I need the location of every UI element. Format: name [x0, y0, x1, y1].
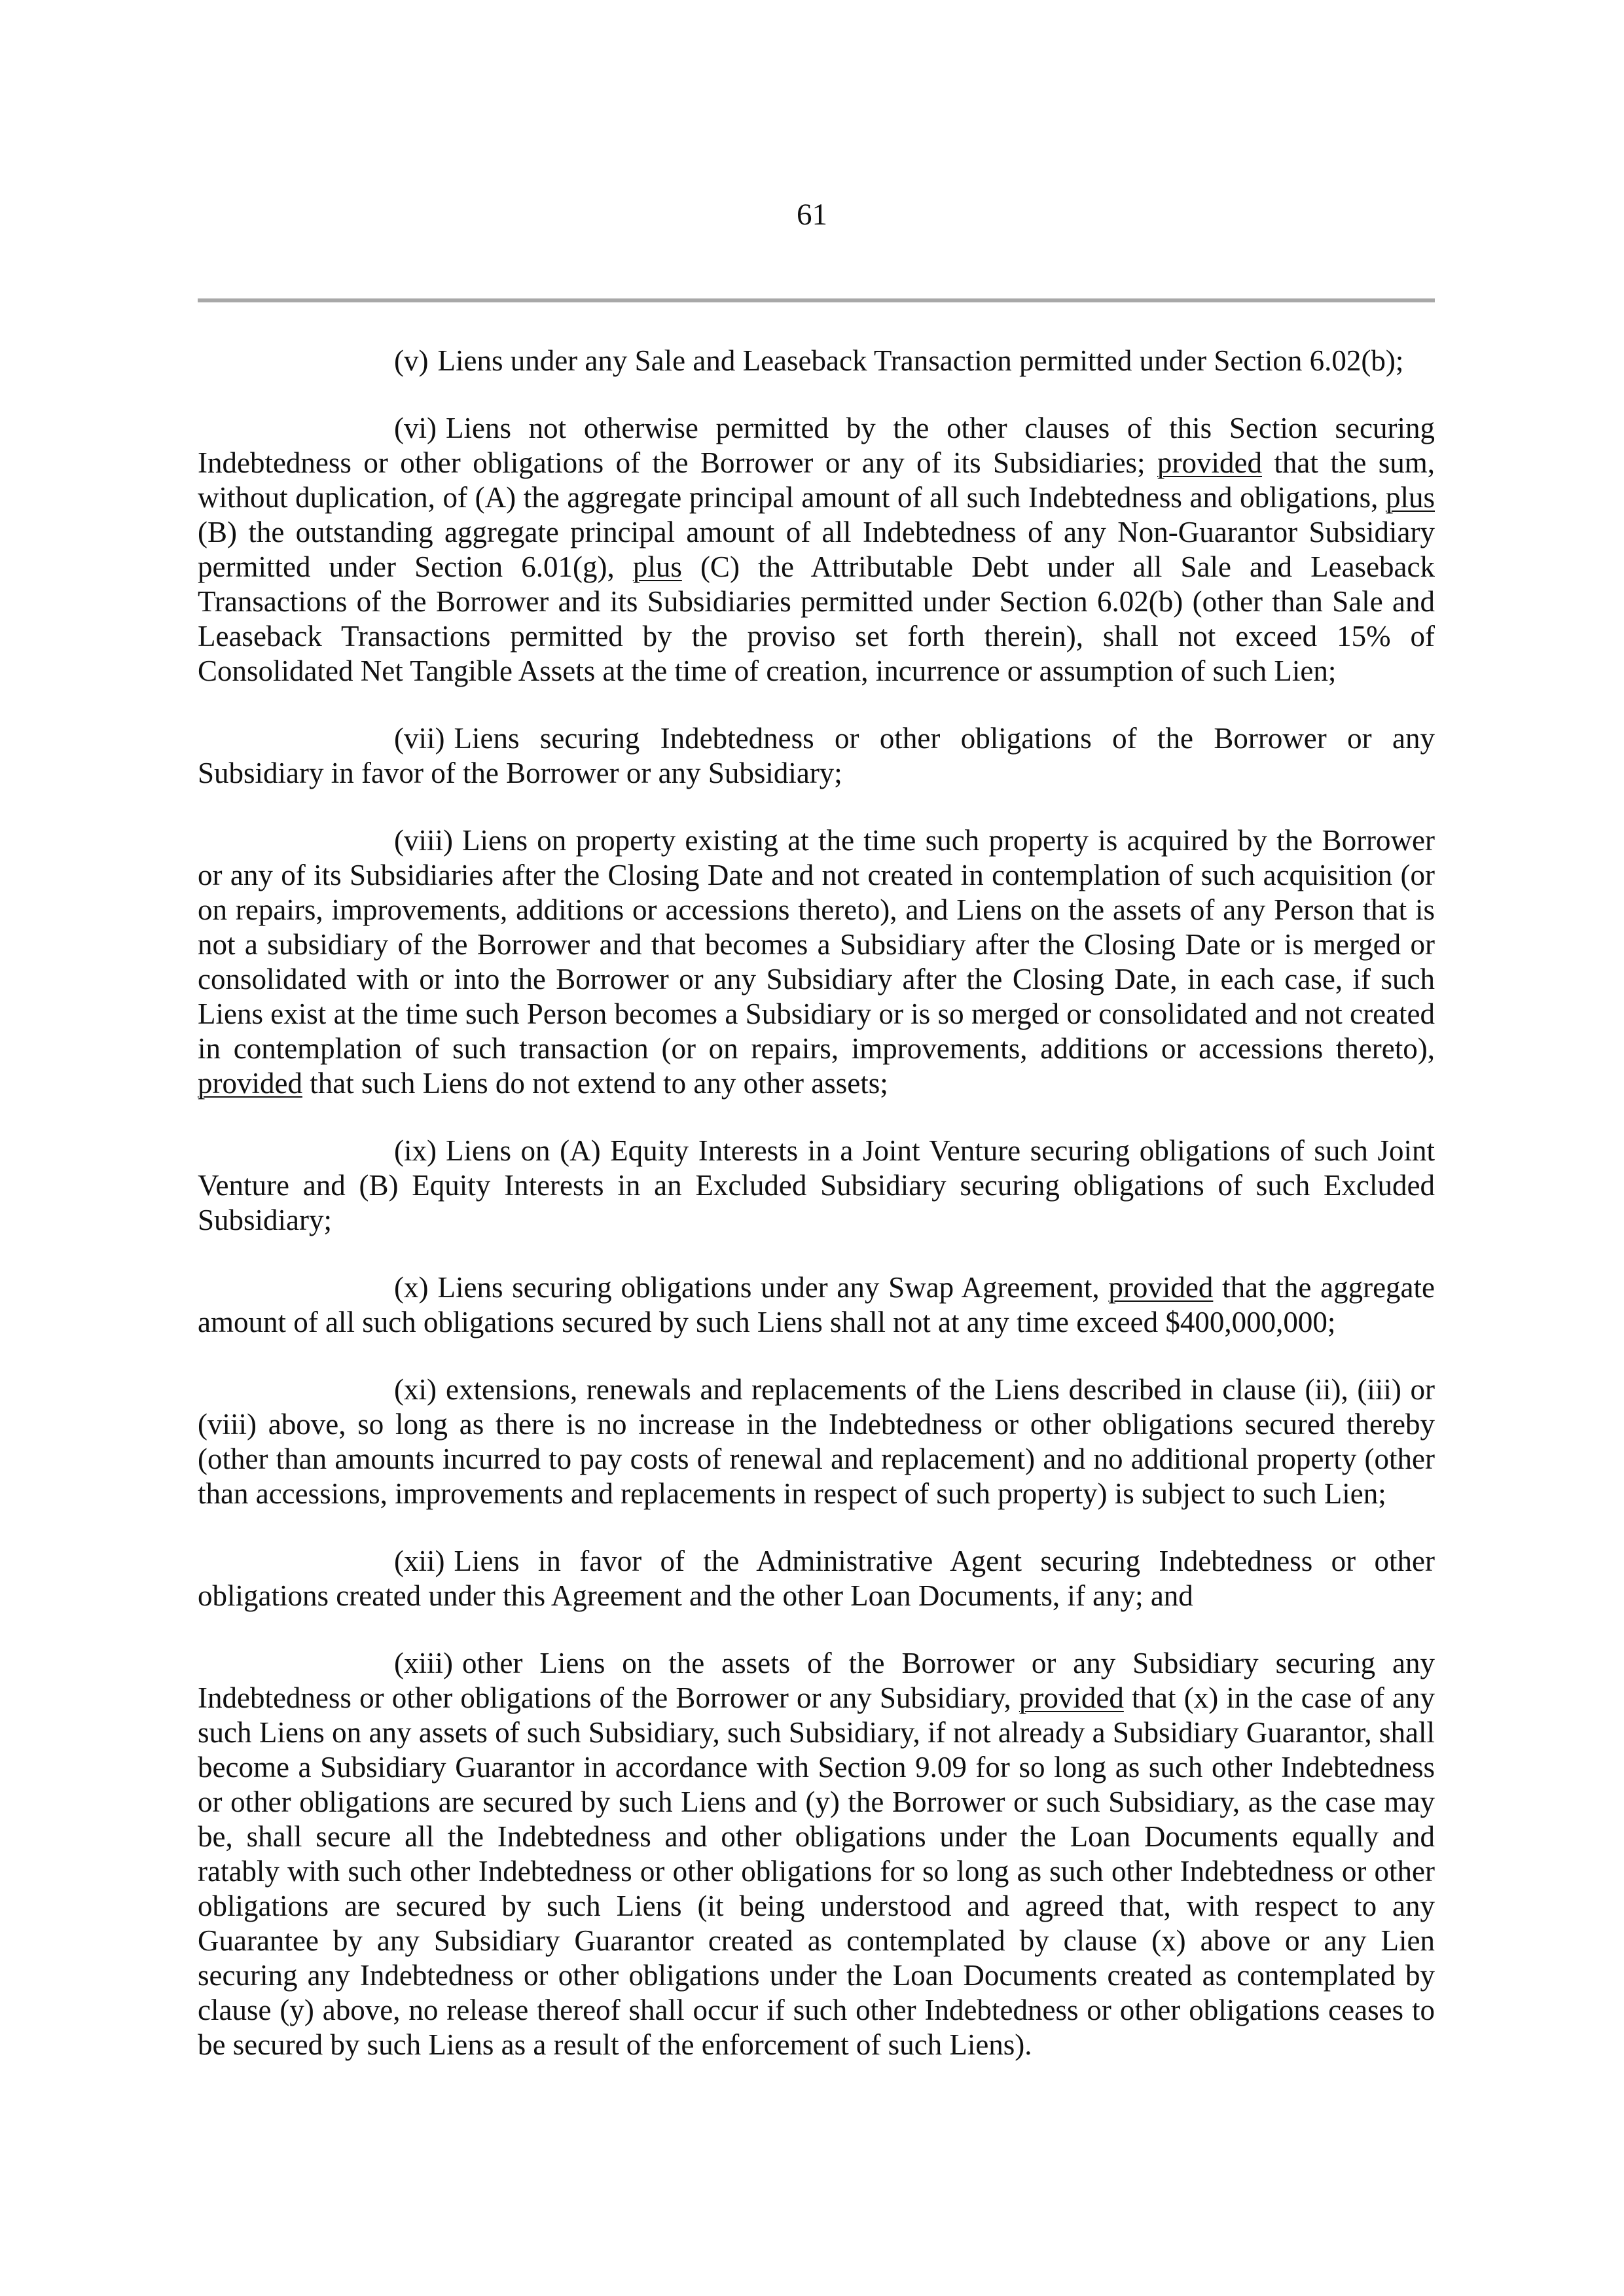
clause-label: (viii): [394, 824, 453, 857]
clause-label: (ix): [394, 1134, 437, 1167]
clause-label: (vii): [394, 722, 445, 755]
underlined-term: plus: [1385, 481, 1435, 514]
clause-paragraph: [198, 1544, 1435, 1613]
underlined-term: provided: [198, 1067, 302, 1100]
clause-paragraph: [198, 344, 1435, 378]
clause-text: (B) the outstanding aggregate principal amount of all Indebtedness of any Non-Guarantor Subsidiary permitted under Section 6.01(g),: [198, 516, 1435, 583]
clause-paragraph: [198, 1270, 1435, 1340]
underlined-term: provided: [1019, 1681, 1124, 1714]
clause-paragraph: [198, 411, 1435, 689]
clause-paragraph: [198, 1372, 1435, 1511]
clause-text: other Liens on the assets of the Borrower or any Subsidiary securing any Indebtedness or other obligations of the Borrower or any Subsidiary,: [198, 1647, 1435, 1714]
clause-label: (xii): [394, 1545, 445, 1577]
clause-text: that the sum, without duplication, of (A) the aggregate principal amount of all such Indebtedness and obligations,: [198, 446, 1435, 514]
clause-text: (C) the Attributable Debt under all Sale and Leaseback Transactions of the Borrower and its Subsidiaries permitted under Section 6.02(b) (other than Sale and Leaseback Transactions permitted by the proviso set forth therein), shall not exceed 15% of Consolidated Net Tangible Assets at the time of creation, incurrence or assumption of such Lien;: [198, 550, 1435, 687]
clause-text: Liens on property existing at the time such property is acquired by the Borrower or any of its Subsidiaries after the Closing Date and not created in contemplation of such acquisition (or on repairs, improvements, additions or accessions thereto), and Liens on the assets of any Person that is not a subsidiary of the Borrower and that becomes a Subsidiary after the Closing Date or is merged or consolidated with or into the Borrower or any Subsidiary after the Closing Date, in each case, if such Liens exist at the time such Person becomes a Subsidiary or is so merged or consolidated and not created in contemplation of such transaction (or on repairs, improvements, additions or accessions thereto),: [198, 824, 1435, 1065]
document-body: [198, 344, 1435, 2095]
clause-text: Liens under any Sale and Leaseback Transaction permitted under Section 6.02(b);: [437, 344, 1404, 377]
clause-text: Liens not otherwise permitted by the other clauses of this Section securing Indebtedness or other obligations of the Borrower or any of its Subsidiaries;: [198, 412, 1435, 479]
underlined-term: plus: [632, 550, 682, 583]
clause-text: that (x) in the case of any such Liens on any assets of such Subsidiary, such Subsidiary, if not already a Subsidiary Guarantor, shall become a Subsidiary Guarantor in accordance with Section 9.09 for so long as such other Indebtedness or other obligations are secured by such Liens and (y) the Borrower or such Subsidiary, as the case may be, shall secure all the Indebtedness and other obligations under the Loan Documents equally and ratably with such other Indebtedness or other obligations for so long as such other Indebtedness or other obligations are secured by such Liens (it being understood and agreed that, with respect to any Guarantee by any Subsidiary Guarantor created as contemplated by clause (x) above or any Lien securing any Indebtedness or other obligations under the Loan Documents created as contemplated by clause (y) above, no release thereof shall occur if such other Indebtedness or other obligations ceases to be secured by such Liens as a result of the enforcement of such Liens).: [198, 1681, 1435, 2061]
clause-paragraph: [198, 1646, 1435, 2062]
clause-label: (xiii): [394, 1647, 453, 1679]
clause-label: (xi): [394, 1373, 437, 1406]
clause-text: Liens securing Indebtedness or other obligations of the Borrower or any Subsidiary in favor of the Borrower or any Subsidiary;: [198, 722, 1435, 789]
clause-label: (v): [394, 344, 429, 377]
clause-text: Liens securing obligations under any Swap Agreement,: [437, 1271, 1109, 1304]
underlined-term: provided: [1157, 446, 1262, 479]
clause-paragraph: [198, 1134, 1435, 1238]
clause-text: extensions, renewals and replacements of the Liens described in clause (ii), (iii) or (viii) above, so long as there is no increase in the Indebtedness or other obligations secured thereby (other than amounts incurred to pay costs of renewal and replacement) and no additional property (other than accessions, improvements and replacements in respect of such property) is subject to such Lien;: [198, 1373, 1435, 1510]
underlined-term: provided: [1108, 1271, 1214, 1304]
clause-label: (vi): [394, 412, 437, 444]
clause-text: that such Liens do not extend to any other assets;: [302, 1067, 888, 1100]
clause-text: that the aggregate amount of all such obligations secured by such Liens shall not at any time exceed $400,000,000;: [198, 1271, 1435, 1338]
page-number: 61: [797, 198, 827, 232]
clause-paragraph: [198, 721, 1435, 791]
clause-text: Liens on (A) Equity Interests in a Joint Venture securing obligations of such Joint Venture and (B) Equity Interests in an Excluded Subsidiary securing obligations of such Excluded Subsidiary;: [198, 1134, 1435, 1236]
clause-label: (x): [394, 1271, 429, 1304]
clause-text: Liens in favor of the Administrative Agent securing Indebtedness or other obligations created under this Agreement and the other Loan Documents, if any; and: [198, 1545, 1435, 1612]
clause-paragraph: [198, 823, 1435, 1101]
header-divider: [198, 298, 1435, 302]
